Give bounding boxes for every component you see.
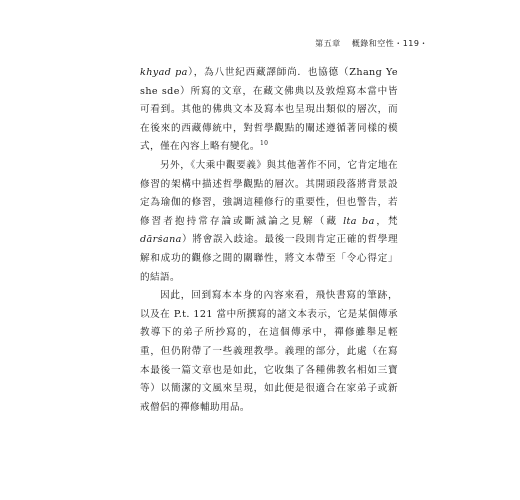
paragraph-3 — [140, 287, 398, 417]
chapter-label: 第五章 — [315, 39, 341, 48]
running-header: 第五章 概錄和空性・119・ — [315, 39, 428, 48]
page-number: 119 — [402, 39, 420, 48]
footnote-marker: 10 — [259, 140, 269, 148]
text-run: ），為八世紀西藏譯師尚．也協德（Zhang Ye she sde）所寫的文章，在藏文佛典以及敦煌寫本當中皆可看到。其他的佛典文本及寫本也呈現出類似的層次，而在後來的西藏傳統中，對哲學觀點的闡述遵循著同樣的模式，僅在內容上略有變化。 — [140, 67, 398, 153]
body-text — [140, 64, 398, 417]
text-run: khyad pa — [140, 67, 188, 78]
text-run: dārṡana — [140, 234, 182, 246]
chapter-title: 概錄和空性 — [351, 39, 395, 48]
text-run: ）將會誤入歧途。最後一段則肯定正確的哲學理解和成功的觀修之間的關聯性，將文本帶至「令心得定」的結語。 — [140, 234, 398, 283]
paragraph-2 — [140, 157, 398, 287]
text-run: lta ba — [343, 215, 375, 227]
paragraph-1 — [140, 64, 398, 157]
text-run: 另外，《大乘中觀要義》與其他著作不同，它肯定地在修習的架構中描述哲學觀點的層次。其開頭段落將背景設定為瑜伽的修習，強調這種修行的重要性，但也警告，若修習者抱持常存論或斷滅論之見解（藏 — [140, 159, 398, 227]
text-run: ，梵 — [374, 215, 398, 227]
text-run: 因此，回到寫本本身的內容來看，飛快書寫的筆跡，以及在 P.t. 121 當中所撰寫的諸文本表示，它是某個傳承教導下的弟子所抄寫的，在這個傳承中，禪修雖舉足輕重，但仍附帶了一些義理教學。義理的部分，此處（在寫本最後一篇文章也是如此，它收集了各種佛教名相如三寶等）以簡潔的文風來呈現，如此便是很適合在家弟子或新戒僧侶的禪修輔助用品。 — [140, 290, 398, 413]
